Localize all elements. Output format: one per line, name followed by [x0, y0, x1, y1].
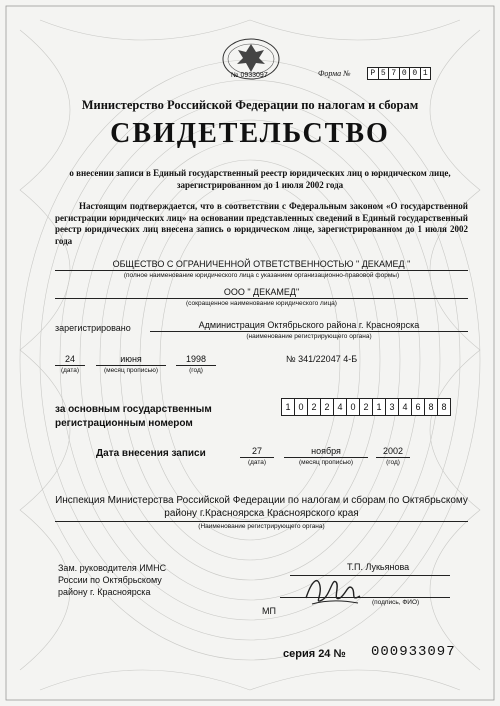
registration-month-caption: (месяц прописью) [103, 367, 159, 374]
form-label: Форма № [318, 69, 351, 78]
divider [96, 365, 166, 366]
ogrn-digit: 2 [307, 398, 321, 416]
ogrn-digit: 1 [281, 398, 295, 416]
ogrn-label-line1: за основным государственным [55, 404, 212, 415]
company-full-name: ОБЩЕСТВО С ОГРАНИЧЕННОЙ ОТВЕТСТВЕННОСТЬЮ " ДЕКАМЕД " [112, 259, 411, 269]
ogrn-digit: 8 [424, 398, 438, 416]
registration-year-caption: (год) [189, 367, 203, 374]
signatory-position-line2: России по Октябрьскому [58, 575, 162, 585]
signatory-position-line3: району г. Красноярска [58, 587, 151, 597]
signatory-position-line1: Зам. руководителя ИМНС [58, 563, 167, 573]
ogrn-digit: 0 [346, 398, 360, 416]
divider [55, 365, 85, 366]
divider [280, 597, 450, 598]
ogrn-label [55, 403, 212, 431]
registration-month: июня [120, 354, 142, 364]
form-code-char: 0 [409, 67, 421, 80]
form-code-boxes [368, 67, 431, 80]
series-number: 000933097 [371, 644, 456, 660]
ogrn-digit: 4 [333, 398, 347, 416]
company-short-name: ООО " ДЕКАМЕД" [223, 287, 300, 297]
entry-date-month-caption: (месяц прописью) [298, 459, 354, 466]
divider [150, 331, 468, 332]
company-full-name-caption: (полное наименование юридического лица с указанием организационно-правовой формы) [123, 272, 400, 279]
series-label: серия 24 № [283, 648, 346, 660]
document-subtitle: о внесении записи в Единый государственный реестр юридических лиц о юридическом лице, зарегистрированном до 1 июля 2002 года [69, 168, 451, 190]
registration-year: 1998 [185, 354, 207, 364]
form-code-char: 7 [388, 67, 400, 80]
ogrn-digit-boxes [282, 398, 451, 416]
registration-authority: Администрация Октябрьского района г. Красноярска [198, 320, 420, 330]
inspection-name [55, 494, 468, 520]
body-text: Настоящим подтверждается, что в соответствии с Федеральным законом «О государственной регистрации юридических лиц» на основании представленных сведений в Единый государственный реестр юридических лиц внесена запись о юридическом лице, зарегистрированном до 1 июля 2002 года [55, 201, 468, 246]
emblem-number: № 0933097 [231, 72, 268, 79]
inspection-line1: Инспекция Министерства Российской Федерации по налогам и сборам по Октябрьскому [55, 495, 468, 506]
entry-date-year: 2002 [382, 446, 404, 456]
divider [55, 521, 468, 522]
form-code-char: 5 [378, 67, 390, 80]
registration-day: 24 [64, 354, 75, 364]
form-code-char: Р [367, 67, 379, 80]
divider [240, 457, 274, 458]
entry-date-year-caption: (год) [386, 459, 400, 466]
inspection-caption: (Наименование регистрирующего органа) [198, 523, 325, 530]
divider [55, 270, 468, 271]
inspection-line2: району г.Красноярска Красноярского края [164, 508, 359, 519]
registration-number: № 341/22047 4-Б [286, 354, 358, 364]
company-short-name-caption: (сокращенное наименование юридического лица) [186, 300, 337, 307]
ogrn-digit: 3 [385, 398, 399, 416]
divider [55, 298, 468, 299]
signatory-name: Т.П. Лукьянова [347, 562, 410, 572]
entry-date-day-caption: (дата) [247, 459, 267, 466]
divider [284, 457, 368, 458]
divider [376, 457, 410, 458]
ogrn-digit: 4 [398, 398, 412, 416]
signature-icon [302, 570, 364, 610]
ogrn-digit: 0 [294, 398, 308, 416]
signature-caption: (подпись, ФИО) [372, 599, 420, 606]
ogrn-label-line2: регистрационным номером [55, 418, 193, 429]
entry-date-label: Дата внесения записи [96, 448, 206, 459]
registration-day-caption: (дата) [60, 367, 80, 374]
registration-authority-caption: (наименование регистрирующего органа) [246, 333, 372, 340]
ogrn-digit: 8 [437, 398, 451, 416]
stamp-place-mark: МП [262, 606, 276, 616]
form-code-char: 0 [399, 67, 411, 80]
document-title: СВИДЕТЕЛЬСТВО [110, 118, 390, 149]
registered-label: зарегистрировано [55, 323, 131, 333]
divider [176, 365, 216, 366]
ogrn-digit: 1 [372, 398, 386, 416]
ogrn-digit: 2 [359, 398, 373, 416]
ministry-name: Министерство Российской Федерации по налогам и сборам [81, 98, 419, 112]
ogrn-digit: 6 [411, 398, 425, 416]
entry-date-day: 27 [251, 446, 262, 456]
signatory-position [58, 562, 166, 598]
form-code-char: 1 [420, 67, 432, 80]
entry-date-month: ноября [311, 446, 341, 456]
ogrn-digit: 2 [320, 398, 334, 416]
